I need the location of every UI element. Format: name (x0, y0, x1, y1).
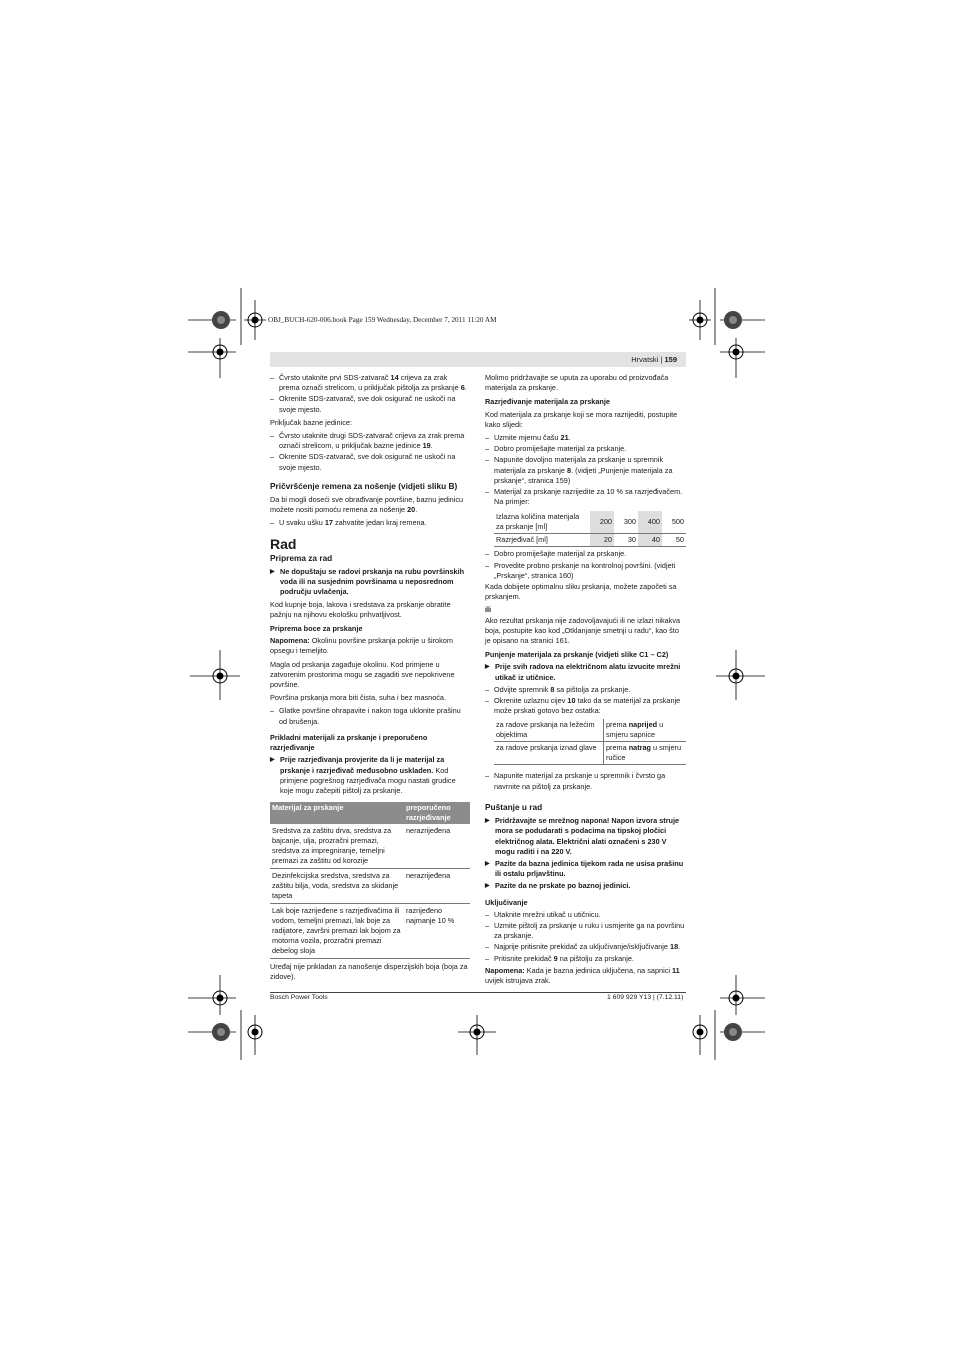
or-label: ili (485, 605, 492, 615)
footer-divider (270, 992, 686, 993)
list-item: – Provedite probno prskanje na kontrolnoj površini. (vidjeti „Prskanje“, stranica 160) (485, 561, 685, 581)
subheading: Prikladni materijali za prskanje i preporučeno razrjeđivanje (270, 732, 428, 753)
list-item: – Dobro promiješajte materijal za prskanje. (485, 549, 685, 559)
table-row: Sredstva za zaštitu drva, sredstva za bajcanje, ulja, prozračni premazi, sredstva za impregniranje, temeljni premazi za zaštitu od korozije nerazrijeđena (270, 824, 470, 869)
subheading: Priprema boce za prskanje (270, 624, 363, 634)
list-item: – Čvrsto utaknite prvi SDS-zatvarač 14 crijeva za zrak prema označi strelicom, u priključak pištolja za prskanje 6. (270, 373, 470, 393)
materials-table (270, 802, 470, 959)
list-item: – Uzmite pištolj za prskanje u ruku i usmjerite ga na površinu za prskanje. (485, 921, 685, 941)
list-item: – Napunite dovoljno materijala za prskanje u spremnik materijala za prskanje 8. (vidjeti „Punjenje materijala za prskanje“, stranica 159) (485, 455, 685, 486)
list-item: – Čvrsto utaknite drugi SDS-zatvarač crijeva za zrak prema označi strelicom, u priključak bazne jedinice 19. (270, 431, 470, 451)
subheading: Razrjeđivanje materijala za prskanje (485, 397, 610, 407)
list-item: – Uzmite mjernu čašu 21. (485, 433, 685, 443)
action-table (494, 719, 686, 765)
page-number: 159 (664, 355, 677, 364)
table-header: preporučeno razrjeđivanje (404, 802, 470, 824)
paragraph: Uređaj nije prikladan za nanošenje disperzijskih boja (boja za zidove). (270, 962, 468, 982)
list-item: – Napunite materijal za prskanje u spremnik i čvrsto ga navrnite na pištolj za prskanje. (485, 771, 685, 791)
paragraph: Kada dobijete optimalnu sliku prskanja, možete započeti sa prskanjem. (485, 582, 677, 602)
note: Napomena: Okolinu površine prskanja pokrije u širokom opsegu i temeljito. (270, 636, 453, 656)
warning-item: ▶ Pridržavajte se mrežnog napona! Napon izvora struje mora se podudarati s podacima na tipskoj pločici električnog alata. Električni alati označeni s 230 V mogu raditi i na 220 V. (485, 816, 685, 857)
header-language (631, 355, 686, 364)
chapter-title: Rad (270, 535, 297, 552)
table-row: Razrjeđivač [ml] 20 30 40 50 (494, 534, 686, 547)
list-item: – Materijal za prskanje razrijedite za 10 % sa razrjeđivačem. Na primjer: (485, 487, 685, 507)
paragraph: Ako rezultat prskanja nije zadovoljavajući ili ne izlazi nikakva boja, postupite kao kod „Otklanjanje smetnji u radu“, kao što je opisano na stranici 161. (485, 615, 681, 646)
subheading: Uključivanje (485, 897, 528, 907)
quantity-table (494, 511, 686, 547)
list-item: – Okrenite uzlaznu cijev 10 tako da se materijal za prskanje može prskati gotovo bez ostatka: (485, 696, 685, 716)
left-column (270, 373, 470, 986)
paragraph: Priključak bazne jedinice: (270, 417, 352, 427)
paragraph: Kod kupnje boja, lakova i sredstava za prskanje obratite pažnju na njihovu ekološku prihvatljivost. (270, 599, 451, 619)
section-heading: Puštanje u rad (485, 801, 543, 812)
paragraph: Kod materijala za prskanje koji se mora razrijediti, postupite kako slijedi: (485, 409, 678, 429)
paragraph: Površina prskanja mora biti čista, suha i bez masnoća. (270, 693, 447, 703)
list-item: – Pritisnite prekidač 9 na pištolju za prskanje. (485, 954, 685, 964)
warning-item: ▶ Ne dopuštaju se radovi prskanja na rubu površinskih voda ili na susjednim površinama u neposrednom području uvlačenja. (270, 567, 470, 598)
paragraph: Da bi mogli doseći sve obrađivanje površine, baznu jedinicu možete nositi pomoću remena za nošenje 20. (270, 495, 464, 515)
paragraph: Molimo pridržavajte se uputa za uporabu od proizvođača materijala za prskanje. (485, 373, 669, 393)
warning-item: ▶ Prije svih radova na električnom alatu izvucite mrežni utikač iz utičnice. (485, 662, 685, 682)
section-heading: Pričvršćenje remena za nošenje (vidjeti sliku B) (270, 480, 458, 491)
list-item: – Odvijte spremnik 8 sa pištolja za prskanje. (485, 685, 685, 695)
warning-item: ▶ Prije razrjeđivanja provjerite da li je materijal za prskanje i razrjeđivač međusobno uskladen. Kod primjene pogrešnog razrjeđivača mogu nastati grudice koje mogu začepiti pištolj za prskanje. (270, 755, 470, 796)
language-label: Hrvatski (631, 355, 659, 364)
paragraph: Magla od prskanja zagađuje okolinu. Kod primjene u zatvorenim prostorima mogu se zagaditi sve nepokrivene površine. (270, 659, 455, 690)
list-item: – Najprije pritisnite prekidač za uključivanje/isključivanje 18. (485, 942, 685, 952)
list-item: – Okrenite SDS-zatvarač, sve dok osigurač ne uskoči na svoje mjesto. (270, 452, 470, 472)
list-item: – Utaknite mrežni utikač u utičnicu. (485, 910, 685, 920)
file-info: OBJ_BUCH-620-006.book Page 159 Wednesday, December 7, 2011 11:20 AM (268, 316, 497, 324)
table-row: Lak boje razrijeđene s razrjeđivačima ili vodom, temeljni premazi, lak boje za radijatore, završni premazi lak bojom za motorna vozila, prozračni premazi debelog sloja razrijeđeno najmanje 10 % (270, 904, 470, 959)
note: Napomena: Kada je bazna jedinica uključena, na sapnici 11 uvijek istrujava zrak. (485, 965, 680, 985)
footer-brand: Bosch Power Tools (270, 994, 328, 1001)
header-separator: | (660, 355, 663, 364)
subheading: Punjenje materijala za prskanje (vidjeti slike C1 – C2) (485, 650, 669, 660)
table-row: Izlazna količina materijala za prskanje [ml] 200 300 400 500 (494, 511, 686, 534)
list-item: – Glatke površine ohrapavite i nakon toga uklonite prašinu od brušenja. (270, 706, 470, 726)
table-row: za radove prskanja na ležećim objektima prema naprijed u smjeru sapnice (494, 719, 686, 742)
list-item: – Dobro promiješajte materijal za prskanje. (485, 444, 685, 454)
right-column (485, 373, 685, 989)
list-item: – U svaku ušku 17 zahvatite jedan kraj remena. (270, 518, 470, 528)
warning-item: ▶ Pazite da ne prskate po baznoj jedinici. (485, 881, 685, 891)
table-row: za radove prskanja iznad glave prema natrag u smjeru ručice (494, 742, 686, 765)
warning-item: ▶ Pazite da bazna jedinica tijekom rada ne usisa prašinu ili ostalu prljavštinu. (485, 859, 685, 879)
list-item: – Okrenite SDS-zatvarač, sve dok osigurač ne uskoči na svoje mjesto. (270, 394, 470, 414)
page-header (270, 352, 686, 367)
table-row: Dezinfekcijska sredstva, sredstva za zaštitu bilja, voda, sredstva za skidanje tapeta nerazrijeđena (270, 869, 470, 904)
footer-doc-number: 1 609 929 Y13 | (7.12.11) (607, 994, 684, 1001)
table-header: Materijal za prskanje (270, 802, 404, 824)
section-heading: Priprema za rad (270, 552, 333, 563)
